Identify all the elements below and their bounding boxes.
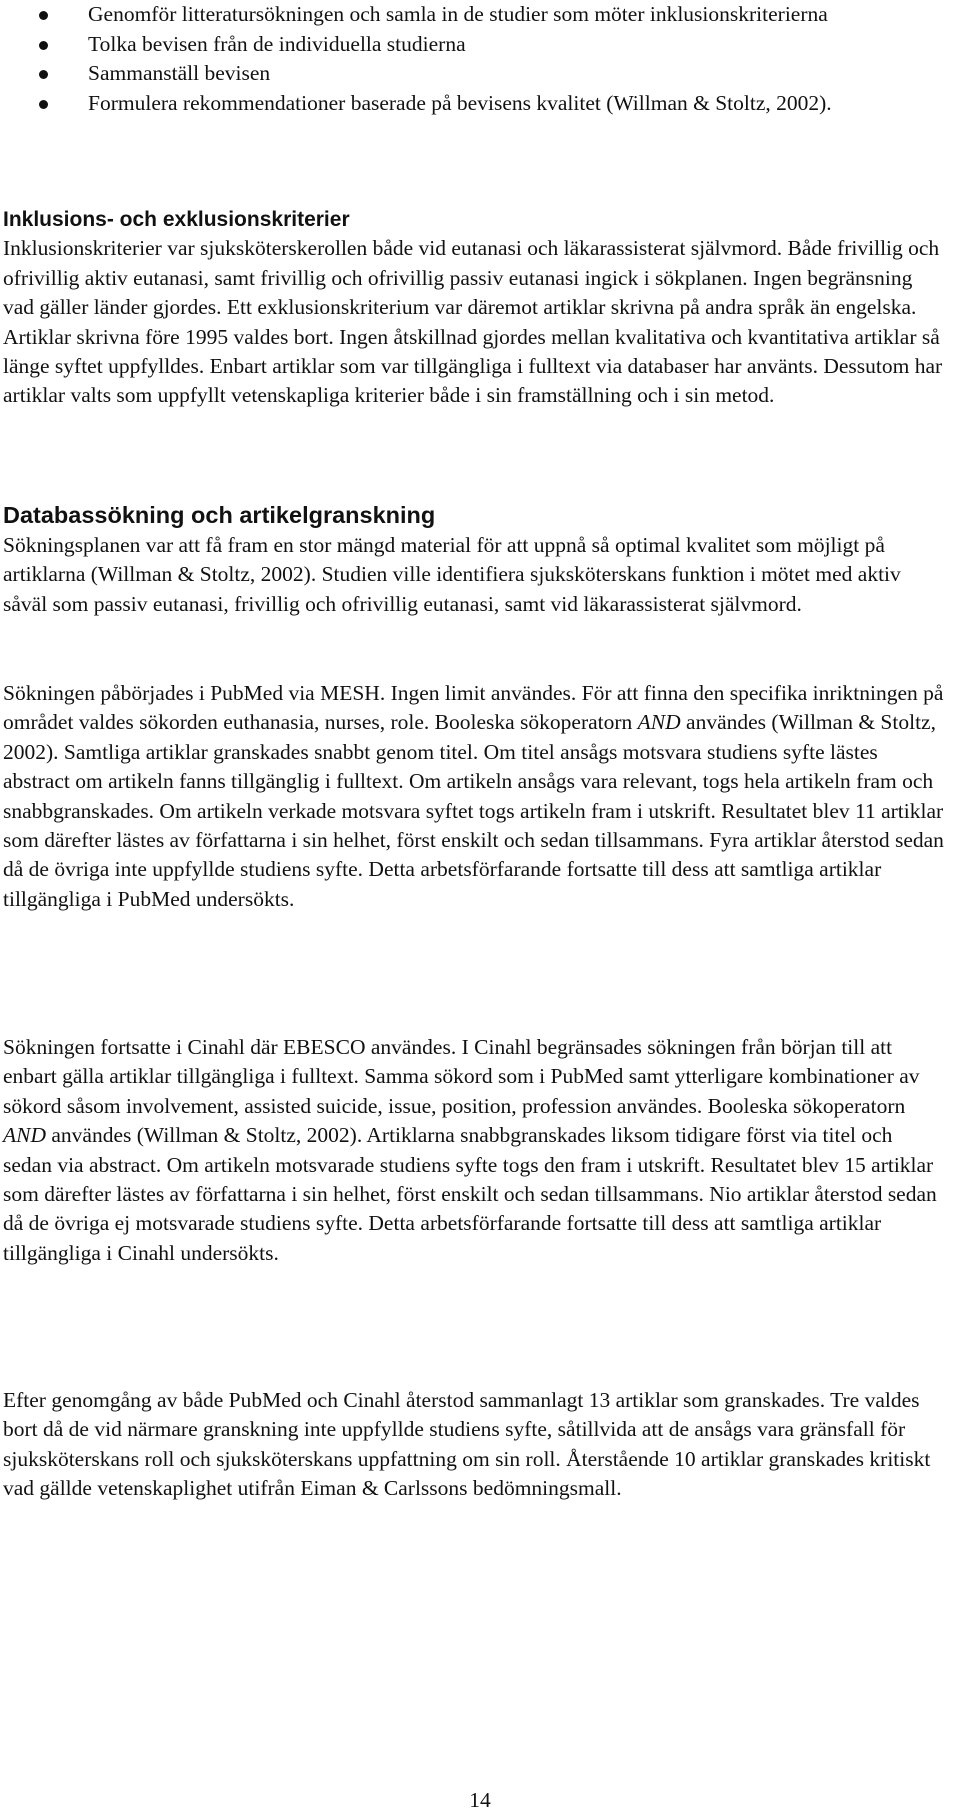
list-item-text: Genomför litteratursökningen och samla in de studier som möter inklusionskriterierna bbox=[88, 2, 828, 26]
bullet-icon bbox=[39, 70, 48, 79]
bullet-icon bbox=[39, 100, 48, 109]
page-number: 14 bbox=[469, 1788, 491, 1812]
list-item-text: Tolka bevisen från de individuella studierna bbox=[88, 31, 466, 56]
database-paragraph-2 bbox=[0, 679, 944, 914]
database-paragraph-3 bbox=[0, 1033, 944, 1268]
database-paragraph-1: Sökningsplanen var att få fram en stor mängd material för att uppnå så optimal kvalitet som möjligt på artiklarna (Willman & Stoltz, 2002). Studien ville identifiera sjuksköterskans funktion i mötet med aktiv såväl som passiv eutanasi, frivillig och ofrivillig eutanasi, samt vid läkarassisterat självmord. bbox=[3, 533, 901, 616]
list-item-text: Formulera rekommendationer baserade på bevisens kvalitet (Willman & Stoltz, 2002). bbox=[88, 90, 832, 115]
paragraph-text: Sökningen påbörjades i PubMed via MESH. Ingen limit användes. För att finna den specifika inriktningen på området valdes sökorden euthanasia, nurses, role. Booleska sökoperatorn bbox=[3, 681, 944, 735]
database-paragraph-4: Efter genomgång av både PubMed och Cinahl återstod sammanlagt 13 artiklar som granskades. Tre valdes bort då de vid närmare granskning inte uppfyllde studiens syfte, såtillvida att de ansågs vara gränsfall för sjuksköterskans roll och sjuksköterskans uppfattning om sin roll. Återstående 10 artiklar granskades kritiskt vad gällde vetenskaplighet utifrån Eiman & Carlssons bedömningsmall. bbox=[3, 1388, 931, 1501]
section-heading-inclusion: Inklusions- och exklusionskriterier bbox=[3, 208, 350, 231]
paragraph-text: användes (Willman & Stoltz, 2002). Artiklarna snabbgranskades liksom tidigare först via titel och sedan via abstract. Om artikeln motsvarade studiens syfte togs den fram i utskrift. Resultatet blev 15 artiklar som därefter lästes av författarna i sin helhet, först enskilt och sedan tillsammans. Nio artiklar återstod sedan då de övriga ej motsvarade studiens syfte. Detta arbetsförfarande fortsatte till dess att samtliga artiklar tillgängliga i Cinahl undersökts. bbox=[3, 1123, 937, 1265]
section-heading-database: Databassökning och artikelgranskning bbox=[3, 502, 436, 528]
bullet-icon bbox=[39, 11, 48, 20]
inclusion-paragraph: Inklusionskriterier var sjuksköterskerollen både vid eutanasi och läkarassisterat självmord. Både frivillig och ofrivillig aktiv eutanasi, samt frivillig och ofrivillig passiv eutanasi ingick i sökplanen. Ingen begränsning vad gäller länder gjordes. Ett exklusionskriterium var däremot artiklar skrivna på andra språk än engelska. Artiklar skrivna före 1995 valdes bort. Ingen åtskillnad gjordes mellan kvalitativa och kvantitativa artiklar så länge syftet uppfylldes. Enbart artiklar som var tillgängliga i fulltext via databaser har använts. Dessutom har artiklar valts som uppfyllt vetenskapliga kriterier både i sin framställning och i sin metod. bbox=[3, 236, 943, 408]
summary-section bbox=[0, 1386, 944, 1504]
operator-text: AND bbox=[637, 710, 681, 735]
list-item bbox=[0, 89, 940, 119]
database-section bbox=[0, 499, 944, 619]
operator-text: AND bbox=[3, 1123, 46, 1148]
list-item bbox=[0, 30, 940, 60]
bullet-icon bbox=[39, 41, 48, 50]
list-item bbox=[0, 0, 940, 30]
paragraph-text: Sökningen fortsatte i Cinahl där EBESCO användes. I Cinahl begränsades sökningen från början till att enbart gälla artiklar tillgängliga i fulltext. Samma sökord som i PubMed samt ytterligare kombinationer av sökord såsom involvement, assisted suicide, issue, position, profession användes. Booleska sökoperatorn bbox=[3, 1035, 920, 1118]
pubmed-section bbox=[0, 679, 944, 914]
list-item bbox=[0, 59, 940, 89]
list-item-text: Sammanställ bevisen bbox=[88, 61, 271, 85]
inclusion-section bbox=[0, 205, 944, 411]
cinahl-section bbox=[0, 1033, 944, 1268]
paragraph-text: användes (Willman & Stoltz, 2002). Samtliga artiklar granskades snabbt genom titel. Om titel ansågs motsvara studiens syfte lästes abstract om artikeln fanns tillgänglig i fulltext. Om artikeln ansågs vara relevant, togs hela artikeln fram och snabbgranskades. Om artikeln verkade motsvara syftet togs artikeln fram i utskrift. Resultatet blev 11 artiklar som därefter lästes av författarna i sin helhet, först enskilt och sedan tillsammans. Fyra artiklar återstod sedan då de övriga inte uppfyllde studiens syfte. Detta arbetsförfarande fortsatte till dess att samtliga artiklar tillgängliga i PubMed undersökts. bbox=[3, 710, 944, 911]
procedure-bullet-list bbox=[0, 0, 940, 118]
